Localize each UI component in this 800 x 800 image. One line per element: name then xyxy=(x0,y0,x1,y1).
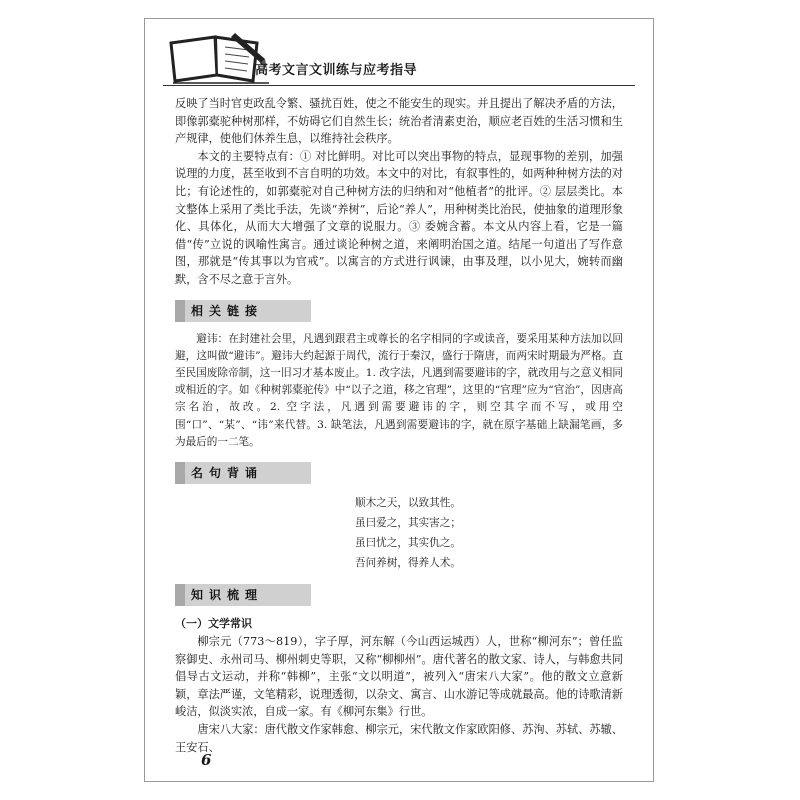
section-famous xyxy=(175,461,623,485)
quote-line: 顺木之天，以致其性。 xyxy=(355,496,461,509)
header-rule xyxy=(163,85,635,86)
knowledge-subheading: （一）文学常识 xyxy=(175,616,252,630)
header-title: 高考文言文训练与应考指导 xyxy=(255,63,418,78)
knowledge-paragraph-1: 柳宗元（773～819），字子厚，河东解（今山西运城西）人，世称“柳河东”；曾任监察御史、永州司马、柳州刺史等职，又称“柳柳州”。唐代著名的散文家、诗人，与韩愈共同倡导古文运动，并称“韩柳”，主张“文以明道”，被列入“唐宋八大家”。他的散文立意新颖，章法严谨，文笔精彩，说理透彻，以杂文、寓言、山水游记等成就最高。他的诗歌清新峻洁，似淡实浓，自成一家。有《柳河东集》行世。 xyxy=(175,634,623,719)
quote-line: 虽曰爱之，其实害之； xyxy=(355,516,461,529)
section-related-title: 相关链接 xyxy=(175,300,311,322)
page-frame xyxy=(144,18,654,782)
quotes-list xyxy=(175,493,623,573)
page-number: 6 xyxy=(201,751,212,769)
section-knowledge xyxy=(175,583,623,607)
quote-line: 虽曰忧之，其实仇之。 xyxy=(355,536,461,549)
section-related xyxy=(175,299,623,323)
knowledge-paragraph-2: 唐宋八大家：唐代散文作家韩愈、柳宗元，宋代散文作家欧阳修、苏洵、苏轼、苏辙、王安石、 xyxy=(175,722,623,754)
content xyxy=(175,95,623,756)
related-text: 避讳：在封建社会里，凡遇到跟君主或尊长的名字相同的字或读音，要采用某种方法加以回避，这叫做“避讳”。避讳大约起源于周代，流行于秦汉，盛行于隋唐，而两宋时期最为严格。直至民国废除帝制，这一旧习才基本废止。1. 改字法，凡遇到需要避讳的字，就改用与之意义相同或相近的字。如《种树郭橐驼传》中“以子之道，移之官理”，这里的“官理”应为“官治”，因唐高宗名治，故改。2. 空字法，凡遇到需要避讳的字，则空其字而不写，或用空围“口”、“某”、“讳”来代替。3. 缺笔法，凡遇到需要避讳的字，就在原字基础上缺漏笔画，多为最后的一二笔。 xyxy=(175,332,623,448)
features-paragraph: 本文的主要特点有：① 对比鲜明。对比可以突出事物的特点，显现事物的差别，加强说理的力度，甚至收到不言自明的功效。本文中的对比，有叙事性的，如两种种树方法的对比；有论述性的，如郭橐驼对自己种树方法的归纳和对“他植者”的批评。② 层层类比。本文整体上采用了类比手法，先谈“养树”，后论“养人”，用种树类比治民，使抽象的道理形象化、具体化，从而大大增强了文章的说服力。③ 委婉含蓄。本文从内容上看，它是一篇借“传”立说的讽喻性寓言。通过谈论种树之道，来阐明治国之道。结尾一句道出了写作意图，那就是“传其事以为官戒”。以寓言的方式进行讽谏，由事及理，以小见大，婉转而幽默，含不尽之意于言外。 xyxy=(175,149,624,286)
section-famous-title: 名句背诵 xyxy=(175,462,311,484)
intro-paragraph: 反映了当时官吏政乱令繁、骚扰百姓，使之不能安生的现实。并且提出了解决矛盾的方法，即像郭橐驼种树那样，不妨碍它们自然生长；统治者清素吏治，顺应老百姓的生活习惯和生产规律，使他们休养生息，以维持社会秩序。 xyxy=(175,97,623,146)
quote-line: 吾问养树，得养人术。 xyxy=(355,556,461,569)
section-knowledge-title: 知识梳理 xyxy=(175,584,311,606)
